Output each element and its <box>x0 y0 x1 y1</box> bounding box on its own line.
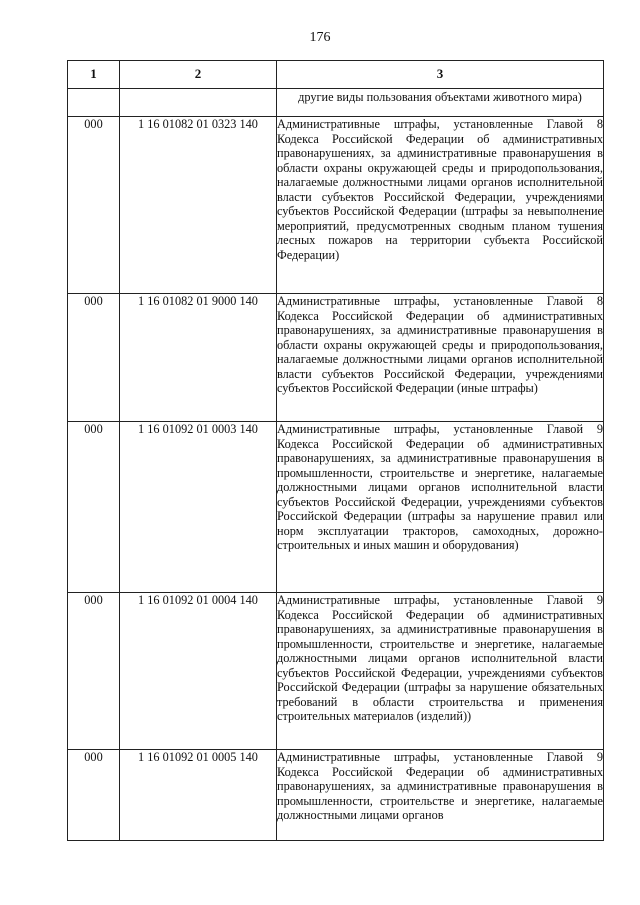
budget-code-cell: 1 16 01092 01 0004 140 <box>120 593 277 750</box>
description-cell: Административные штрафы, установленные Главой 8 Кодекса Российской Федерации об административных правонарушениях, за административные правонарушения в области охраны окружающей среды и природопользования, налагаемые должностными лицами органов исполнительной власти субъектов Российской Федерации, учреждениями субъектов Российской Федерации (штрафы за невыполнение мероприятий, предусмотренных сводным планом тушения лесных пожаров на территории субъекта Российской Федерации) <box>277 117 604 294</box>
column-header-2: 2 <box>120 61 277 89</box>
admin-code-cell: 000 <box>68 750 120 841</box>
description-cell: Административные штрафы, установленные Главой 8 Кодекса Российской Федерации об административных правонарушениях, за административные правонарушения в области охраны окружающей среды и природопользования, налагаемые должностными лицами органов исполнительной власти субъектов Российской Федерации, учреждениями субъектов Российской Федерации (иные штрафы) <box>277 294 604 422</box>
table-row-continuation <box>68 89 604 117</box>
budget-code-cell: 1 16 01092 01 0003 140 <box>120 422 277 593</box>
description-cell: Административные штрафы, установленные Главой 9 Кодекса Российской Федерации об административных правонарушениях, за административные правонарушения в промышленности, строительстве и энергетике, налагаемые должностными лицами органов исполнительной власти субъектов Российской Федерации, учреждениями субъектов Российской Федерации (штрафы за нарушение обязательных требований в области строительства и применения строительных материалов (изделий)) <box>277 593 604 750</box>
column-header-3: 3 <box>277 61 604 89</box>
admin-code-cell: 000 <box>68 117 120 294</box>
continuation-code-cell <box>120 89 277 117</box>
description-cell: Административные штрафы, установленные Главой 9 Кодекса Российской Федерации об административных правонарушениях, за административные правонарушения в промышленности, строительстве и энергетике, налагаемые должностными лицами органов <box>277 750 604 841</box>
budget-code-cell: 1 16 01082 01 9000 140 <box>120 294 277 422</box>
continuation-description-cell: другие виды пользования объектами животного мира) <box>277 89 604 117</box>
table-row <box>68 422 604 593</box>
admin-code-cell: 000 <box>68 294 120 422</box>
column-header-1: 1 <box>68 61 120 89</box>
description-cell: Административные штрафы, установленные Главой 9 Кодекса Российской Федерации об административных правонарушениях, за административные правонарушения в промышленности, строительстве и энергетике, налагаемые должностными лицами органов исполнительной власти субъектов Российской Федерации, учреждениями субъектов Российской Федерации (штрафы за нарушение правил или норм эксплуатации тракторов, самоходных, дорожно-строительных и иных машин и оборудования) <box>277 422 604 593</box>
table-header-row <box>68 61 604 89</box>
budget-code-cell: 1 16 01092 01 0005 140 <box>120 750 277 841</box>
table-row <box>68 294 604 422</box>
table-row <box>68 750 604 841</box>
admin-code-cell: 000 <box>68 593 120 750</box>
admin-code-cell: 000 <box>68 422 120 593</box>
table-row <box>68 117 604 294</box>
budget-code-cell: 1 16 01082 01 0323 140 <box>120 117 277 294</box>
budget-codes-table <box>67 60 604 841</box>
continuation-admin-cell <box>68 89 120 117</box>
page-number: 176 <box>309 30 331 45</box>
table-row <box>68 593 604 750</box>
